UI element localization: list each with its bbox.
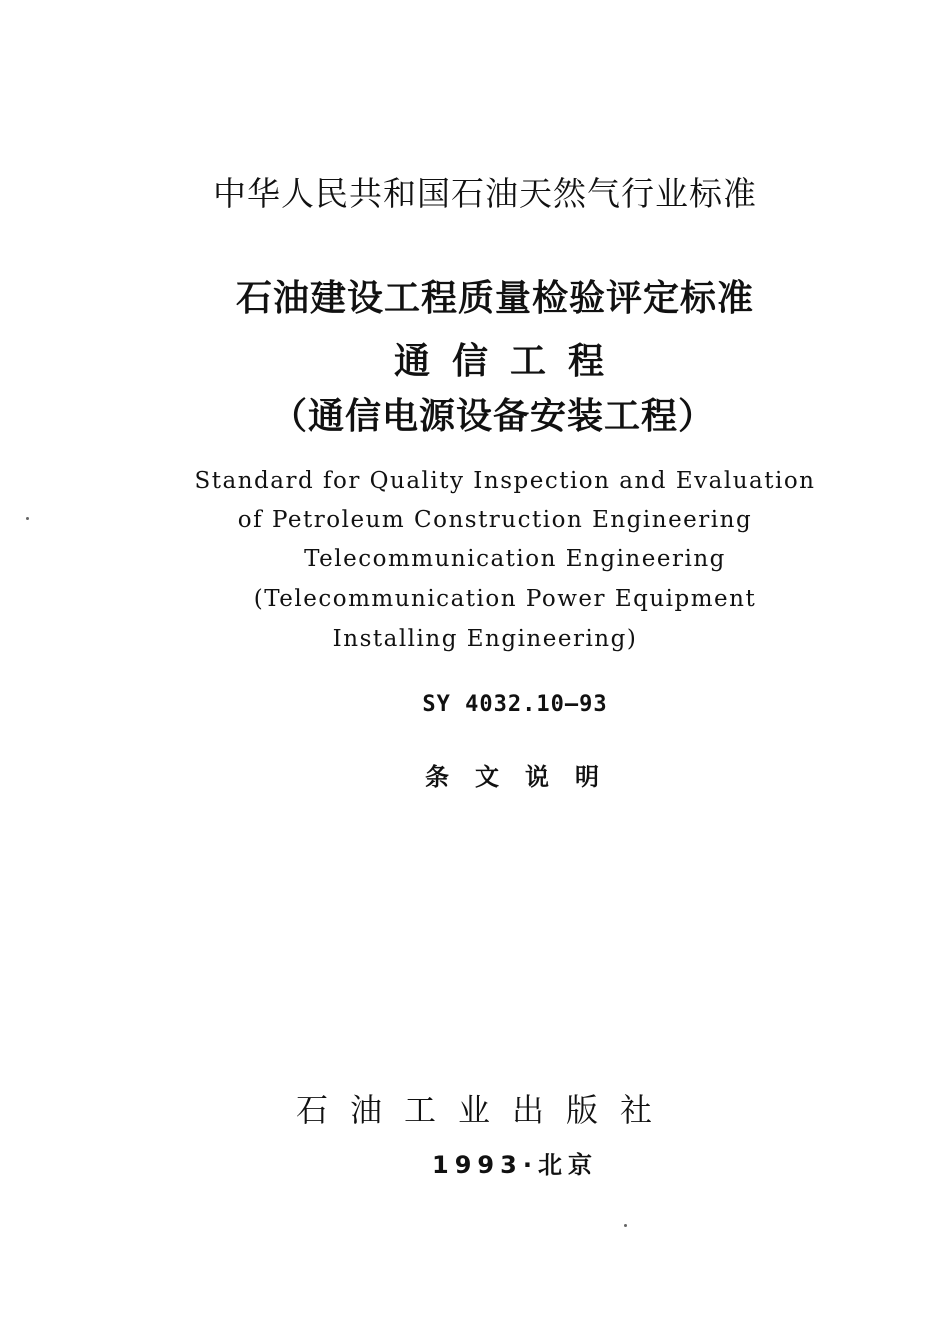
title-main: 石油建设工程质量检验评定标准 (235, 278, 754, 319)
year-place: 1993·北京 (432, 1151, 598, 1179)
issuer-line: 中华人民共和国石油天然气行业标准 (213, 174, 757, 213)
english-title-line-4: (Telecommunication Power Equipment (253, 586, 757, 612)
english-title-line-5: Installing Engineering) (332, 626, 638, 652)
scan-speck (26, 517, 29, 520)
title-paren: （通信电源设备安装工程） (270, 396, 715, 437)
english-title-line-2: of Petroleum Construction Engineering (237, 507, 753, 533)
english-title-line-3: Telecommunication Engineering (304, 546, 726, 572)
scan-speck (624, 1224, 627, 1227)
standard-code: SY 4032.10—93 (422, 692, 608, 717)
title-sub: 通信工程 (393, 341, 626, 382)
english-title-line-1: Standard for Quality Inspection and Evaluation (194, 468, 816, 494)
publisher: 石油工业出版社 (295, 1091, 674, 1129)
document-type: 条文说明 (425, 763, 625, 791)
